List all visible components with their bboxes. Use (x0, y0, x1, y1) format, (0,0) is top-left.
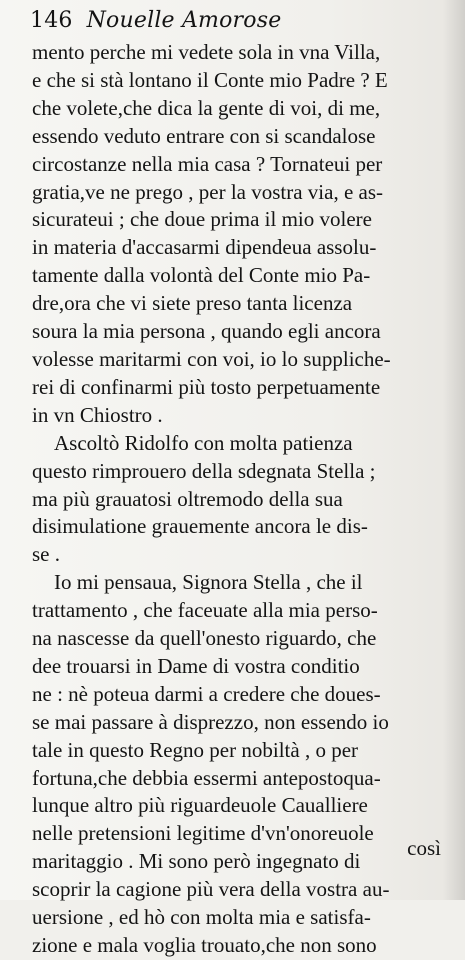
text-line: se mai passare à disprezzo, non essendo io (32, 709, 389, 734)
text-line: sicurateui ; che doue prima il mio volere (32, 207, 372, 232)
running-head: Nouelle Amorose (86, 8, 282, 33)
text-line: che volete,che dica la gente di voi, di me, (32, 95, 381, 120)
text-line: in materia d'accasarmi dipendeua assolu- (32, 235, 377, 260)
text-line: in vn Chiostro . (32, 402, 163, 427)
page-number: 146 (30, 8, 73, 33)
text-line: essendo veduto entrare con si scandalose (32, 123, 376, 148)
text-line: tale in questo Regno per nobiltà , o per (32, 737, 359, 762)
text-line: disimulatione grauemente ancora le dis- (32, 514, 368, 539)
text-line: fortuna,che debbia essermi antepostoqua- (32, 765, 381, 790)
text-line: trattamento , che faceuate alla mia perso- (32, 598, 378, 623)
page-edge-shadow (443, 0, 465, 900)
text-line: uersione , ed hò con molta mia e satisfa- (32, 905, 371, 930)
text-line: mento perche mi vedete sola in vna Villa, (32, 40, 381, 64)
text-line: circostanze nella mia casa ? Tornateui per (32, 151, 383, 176)
text-line: rei di confinarmi più tosto perpetuamente (32, 374, 381, 399)
paragraph-start-line: Io mi pensaua, Signora Stella , che il (54, 570, 363, 595)
text-line: e che si stà lontano il Conte mio Padre ? E (32, 67, 388, 92)
text-line: zione e mala voglia trouato,che non sono (32, 933, 377, 957)
text-line: scoprir la cagione più vera della vostra au- (32, 877, 390, 902)
text-line: ma più grauatosi oltremodo della sua (32, 486, 343, 511)
text-line: soura la mia persona , quando egli ancora (32, 319, 381, 344)
text-line: tamente dalla volontà del Conte mio Pa- (32, 263, 371, 288)
text-line: lunque altro più riguardeuole Caualliere (32, 793, 368, 818)
text-line: se . (32, 542, 60, 567)
text-line: na nascesse da quell'onesto riguardo, che (32, 626, 377, 651)
text-line: dee trouarsi in Dame di vostra conditio (32, 653, 360, 678)
paragraph-start-line: Ascoltò Ridolfo con molta patienza (54, 430, 353, 455)
text-line: nelle pretensioni legitime d'vn'onoreuole (32, 821, 374, 846)
text-line: dre,ora che vi siete preso tanta licenza (32, 291, 353, 316)
catchword: così (407, 836, 441, 860)
text-line: questo rimprouero della sdegnata Stella ; (32, 458, 376, 483)
text-line: volesse maritarmi con voi, io lo suppliche- (32, 346, 391, 371)
text-line: ne : nè poteua darmi a credere che doues- (32, 681, 381, 706)
text-line: maritaggio . Mi sono però ingegnato di (32, 849, 361, 874)
body-text (32, 39, 446, 960)
text-line: gratia,ve ne prego , per la vostra via, e as- (32, 179, 384, 204)
page-header (30, 8, 450, 36)
